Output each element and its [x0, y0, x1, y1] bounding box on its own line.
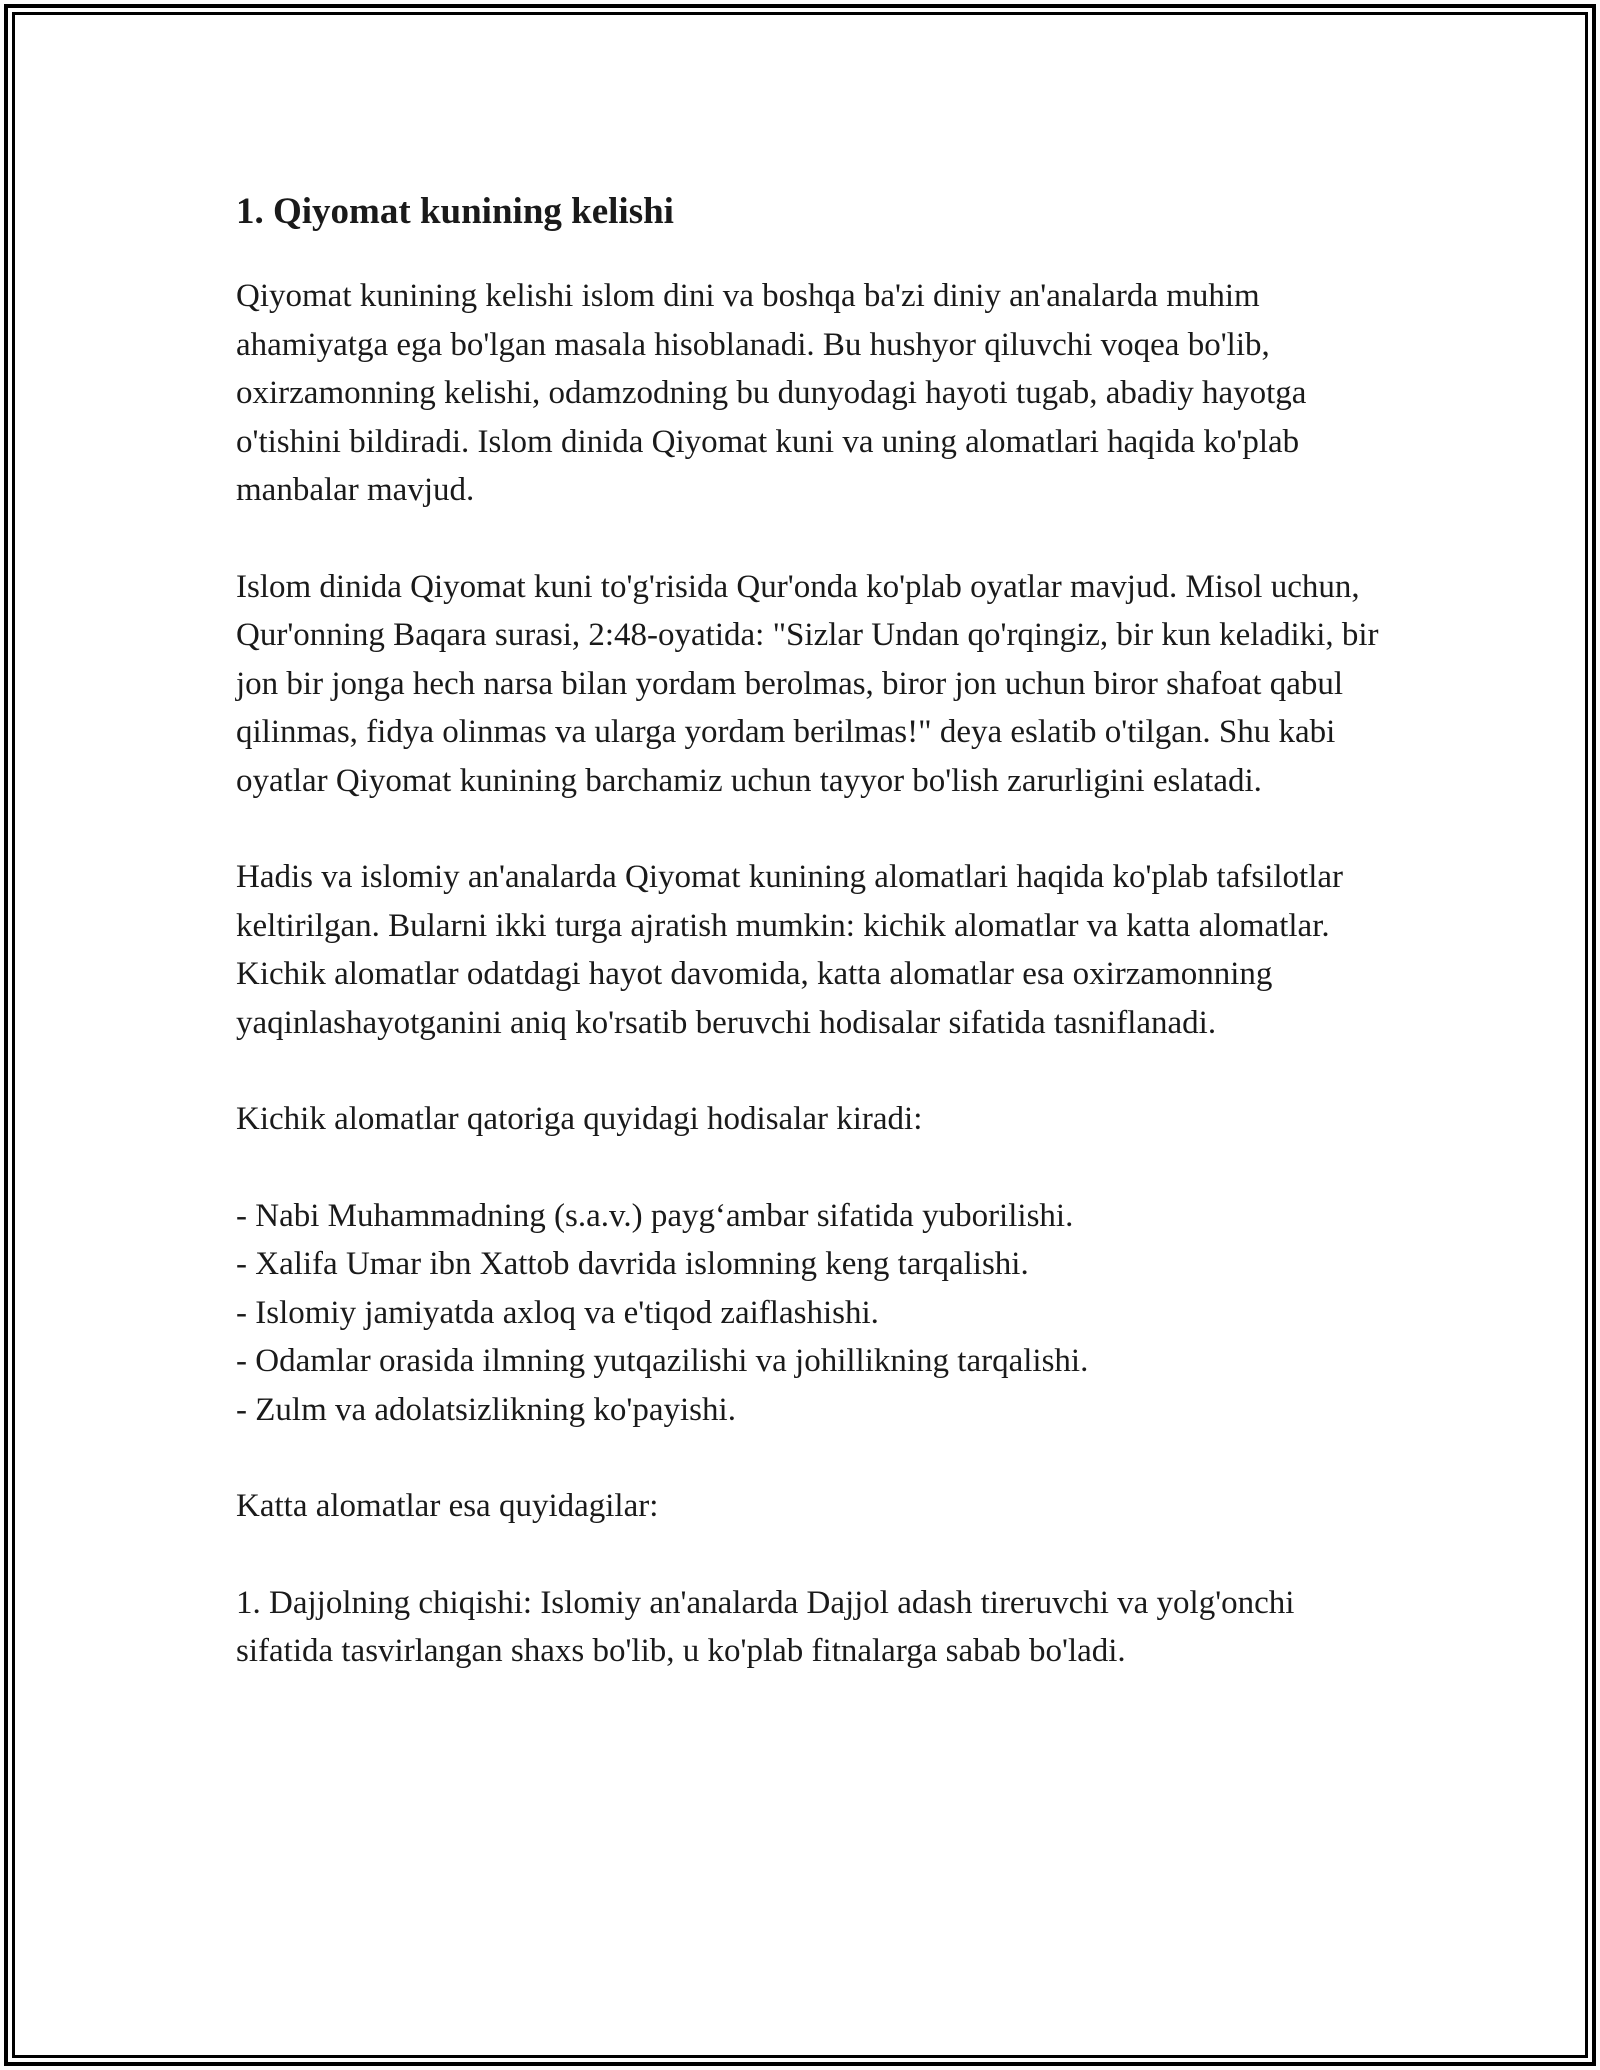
paragraph-quran: Islom dinida Qiyomat kuni to'g'risida Qur'onda ko'plab oyatlar mavjud. Misol uchun, Qur'onning Baqara surasi, 2:48-oyatida: "Sizlar Undan qo'rqingiz, bir kun keladiki, bir jon bir jonga hech narsa bilan yordam berolmas, biror jon uchun biror shafoat qabul qilinmas, fidya olinmas va ularga yordam berilmas!" deya eslatib o'tilgan. Shu kabi oyatlar Qiyomat kunining barchamiz uchun tayyor bo'lish zarurligini eslatadi.	[236, 568, 1379, 799]
minor-signs-list	[236, 1192, 1396, 1435]
list-item: - Zulm va adolatsizlikning ko'payishi.	[236, 1391, 736, 1428]
list-item: - Islomiy jamiyatda axloq va e'tiqod zaiflashishi.	[236, 1294, 879, 1331]
list-item: - Nabi Muhammadning (s.a.v.) payg‘ambar sifatida yuborilishi.	[236, 1197, 1074, 1234]
document-body	[236, 186, 1396, 1724]
paragraph-dajjol: 1. Dajjolning chiqishi: Islomiy an'analarda Dajjol adash tireruvchi va yolg'onchi sifatida tasvirlangan shaxs bo'lib, u ko'plab fitnalarga sabab bo'ladi.	[236, 1584, 1295, 1669]
paragraph-minor-intro: Kichik alomatlar qatoriga quyidagi hodisalar kiradi:	[236, 1101, 923, 1137]
list-item: - Xalifa Umar ibn Xattob davrida islomning keng tarqalishi.	[236, 1246, 1029, 1282]
paragraph-hadith: Hadis va islomiy an'analarda Qiyomat kunining alomatlari haqida ko'plab tafsilotlar keltirilgan. Bularni ikki turga ajratish mumkin: kichik alomatlar va katta alomatlar. Kichik alomatlar odatdagi hayot davomida, katta alomatlar esa oxirzamonning yaqinlashayotganini aniq ko'rsatib beruvchi hodisalar sifatida tasniflanadi.	[236, 859, 1344, 1041]
paragraph-major-intro: Katta alomatlar esa quyidagilar:	[236, 1488, 659, 1524]
section-heading: 1. Qiyomat kunining kelishi	[236, 191, 674, 232]
list-item: - Odamlar orasida ilmning yutqazilishi va johillikning tarqalishi.	[236, 1343, 1089, 1379]
paragraph-intro: Qiyomat kunining kelishi islom dini va boshqa ba'zi diniy an'analarda muhim ahamiyatga ega bo'lgan masala hisoblanadi. Bu hushyor qiluvchi voqea bo'lib, oxirzamonning kelishi, odamzodning bu dunyodagi hayoti tugab, abadiy hayotga o'tishini bildiradi. Islom dinida Qiyomat kuni va uning alomatlari haqida ko'plab manbalar mavjud.	[236, 278, 1307, 508]
